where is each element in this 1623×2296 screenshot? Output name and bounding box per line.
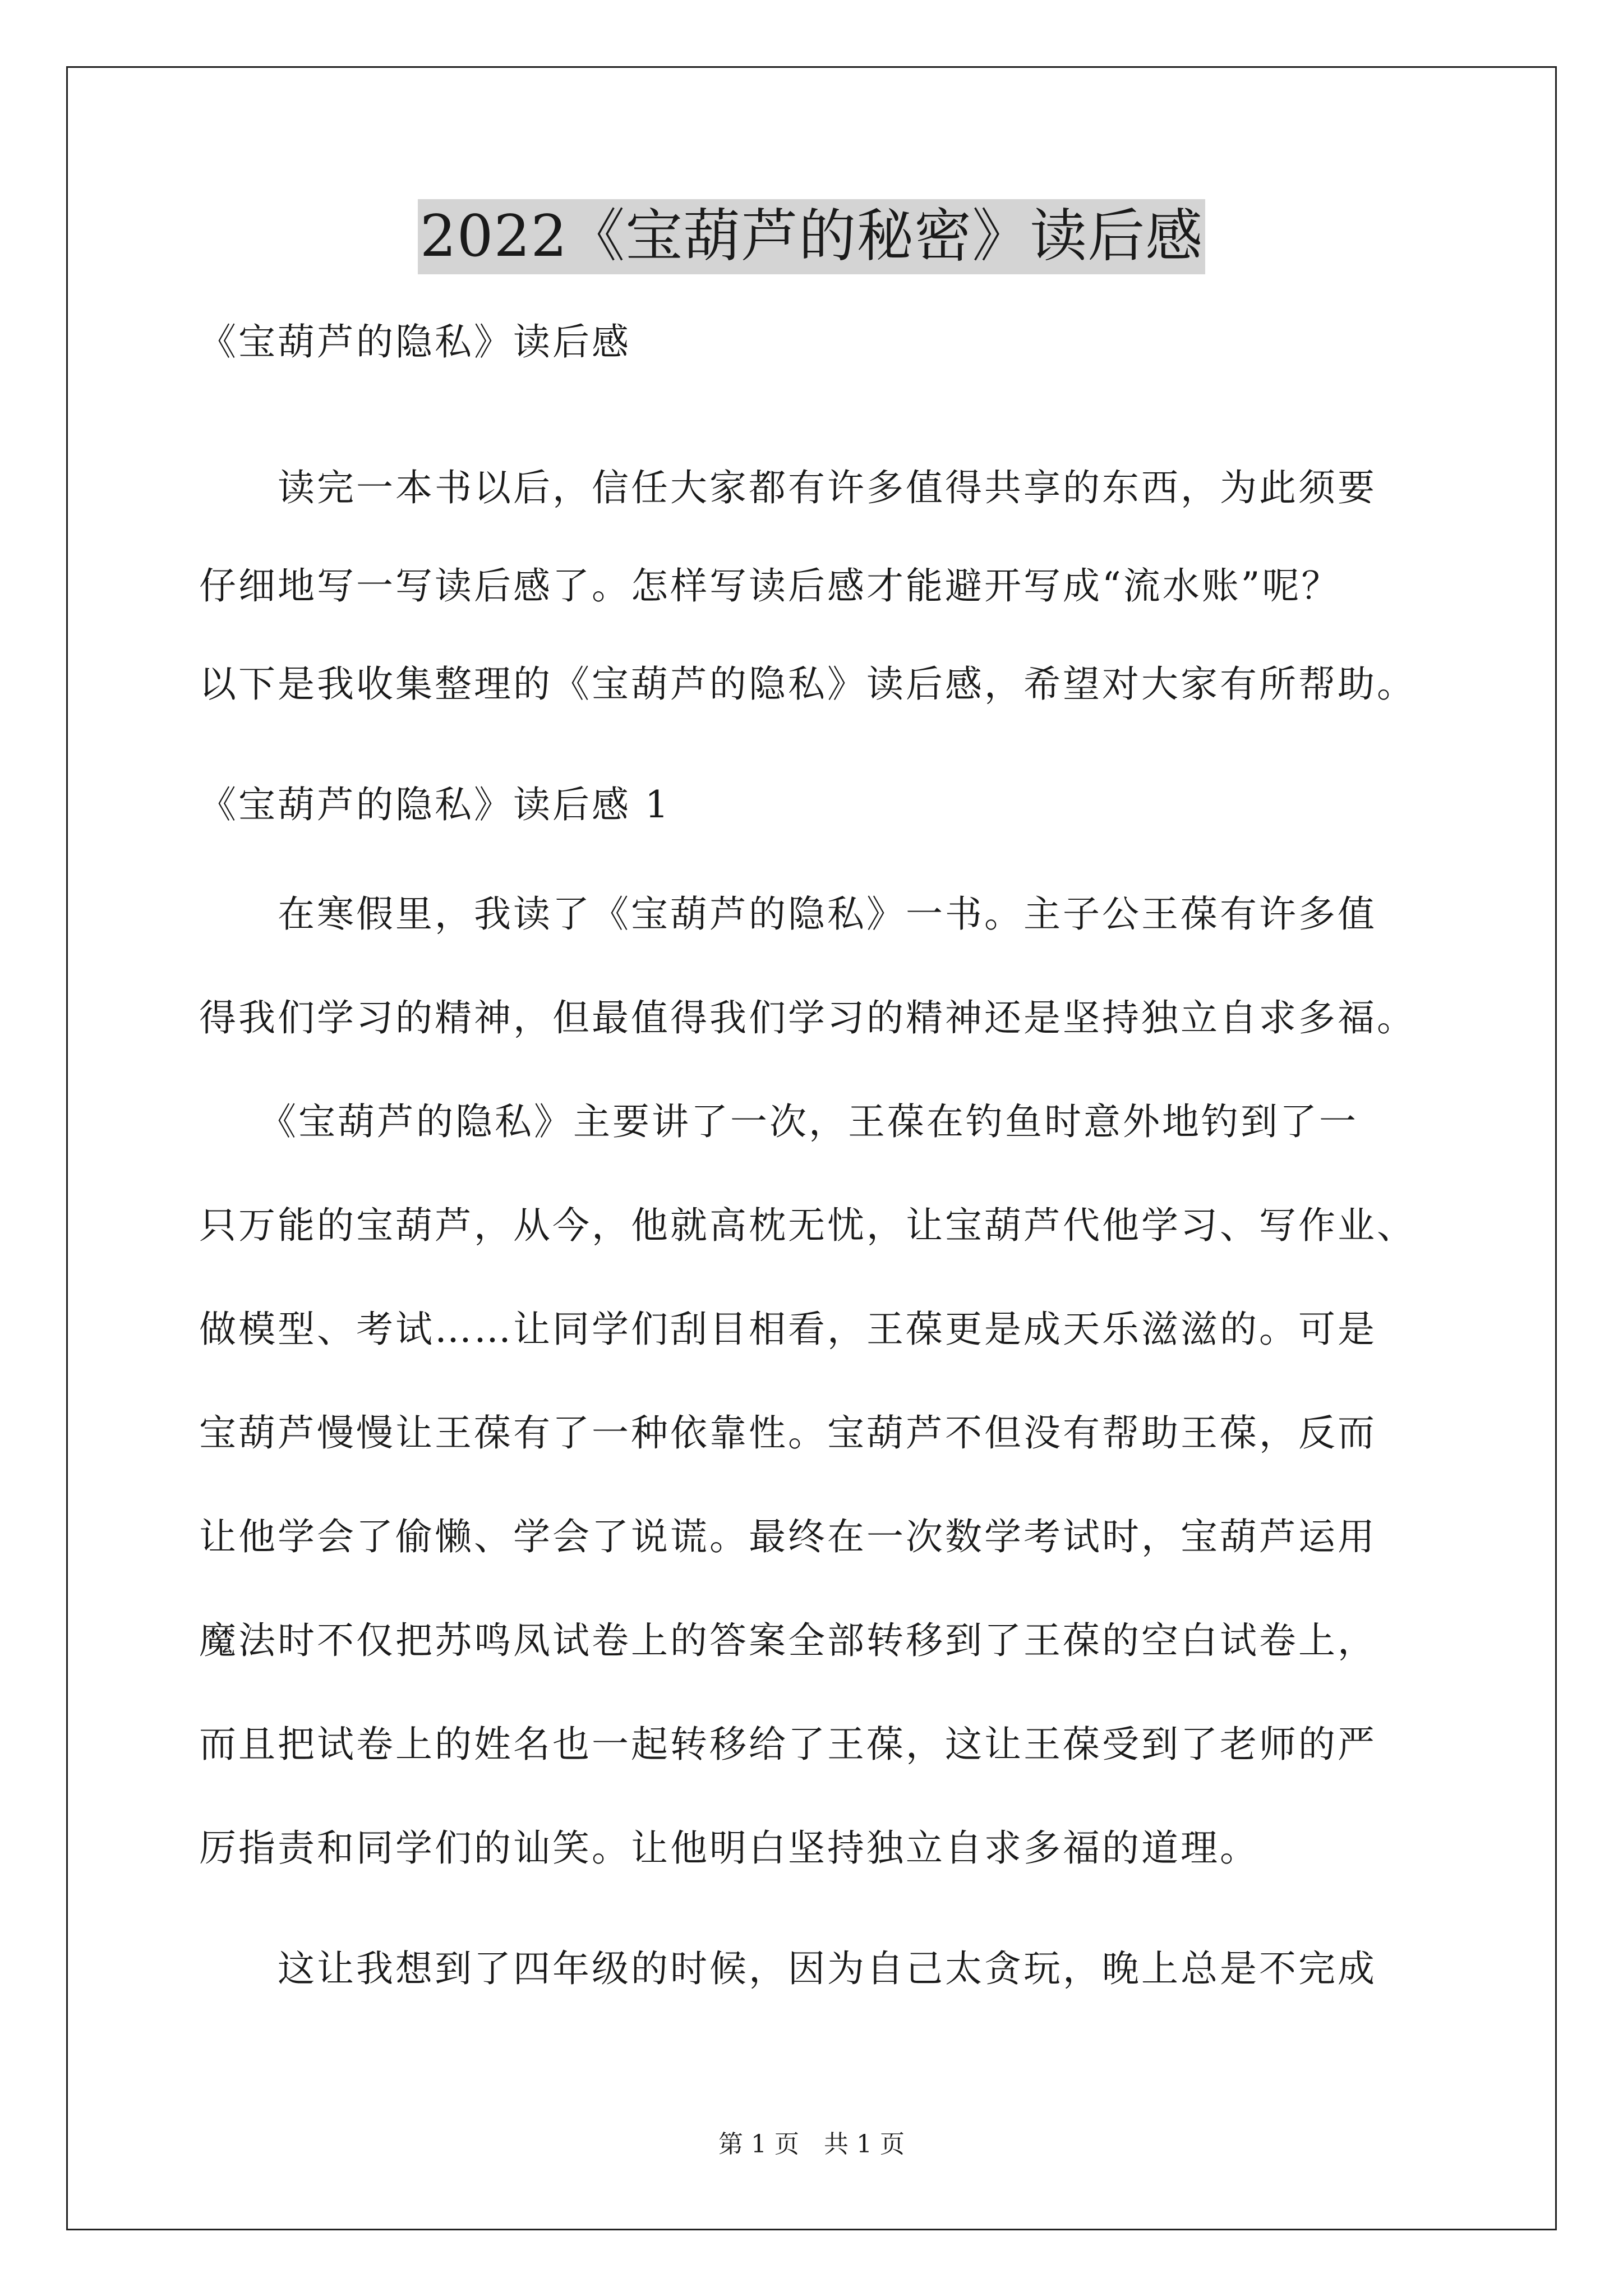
paragraph-line: 在寒假里，我读了《宝葫芦的隐私》一书。主子公王葆有许多值 (199, 892, 1377, 936)
paragraph-line: 以下是我收集整理的《宝葫芦的隐私》读后感，希望对大家有所帮助。 (199, 662, 1416, 706)
paragraph-line: 得我们学习的精神，但最值得我们学习的精神还是坚持独立自求多福。 (199, 996, 1416, 1039)
paragraph-line: 而且把试卷上的姓名也一起转移给了王葆，这让王葆受到了老师的严 (199, 1723, 1377, 1766)
document-title: 2022《宝葫芦的秘密》读后感 (418, 199, 1206, 274)
paragraph-line: 宝葫芦慢慢让王葆有了一种依靠性。宝葫芦不但没有帮助王葆，反而 (199, 1411, 1377, 1455)
paragraph-line: 只万能的宝葫芦，从今，他就高枕无忧，让宝葫芦代他学习、写作业、 (199, 1204, 1416, 1247)
paragraph-line: 这让我想到了四年级的时候，因为自己太贪玩，晚上总是不完成 (199, 1947, 1377, 1990)
subtitle: 《宝葫芦的隐私》读后感 (199, 320, 631, 364)
paragraph-line: 《宝葫芦的隐私》主要讲了一次，王葆在钓鱼时意外地钓到了一 (199, 1100, 1358, 1143)
page-footer: 第 1 页 共 1 页 (718, 2130, 905, 2159)
title-container (0, 199, 1623, 274)
paragraph-line: 让他学会了偷懒、学会了说谎。最终在一次数学考试时，宝葫芦运用 (199, 1515, 1377, 1558)
paragraph-line: 读完一本书以后，信任大家都有许多值得共享的东西，为此须要 (199, 466, 1377, 509)
paragraph-line: 厉指责和同学们的讪笑。让他明白坚持独立自求多福的道理。 (199, 1826, 1259, 1870)
paragraph-line: 做模型、考试……让同学们刮目相看，王葆更是成天乐滋滋的。可是 (199, 1308, 1377, 1351)
paragraph-line: 仔细地写一写读后感了。怎样写读后感才能避开写成“流水账”呢？ (199, 564, 1341, 608)
section-heading: 《宝葫芦的隐私》读后感 1 (199, 783, 671, 826)
page-border (66, 66, 1557, 2230)
paragraph-line: 魔法时不仅把苏鸣凤试卷上的答案全部转移到了王葆的空白试卷上， (199, 1619, 1377, 1662)
